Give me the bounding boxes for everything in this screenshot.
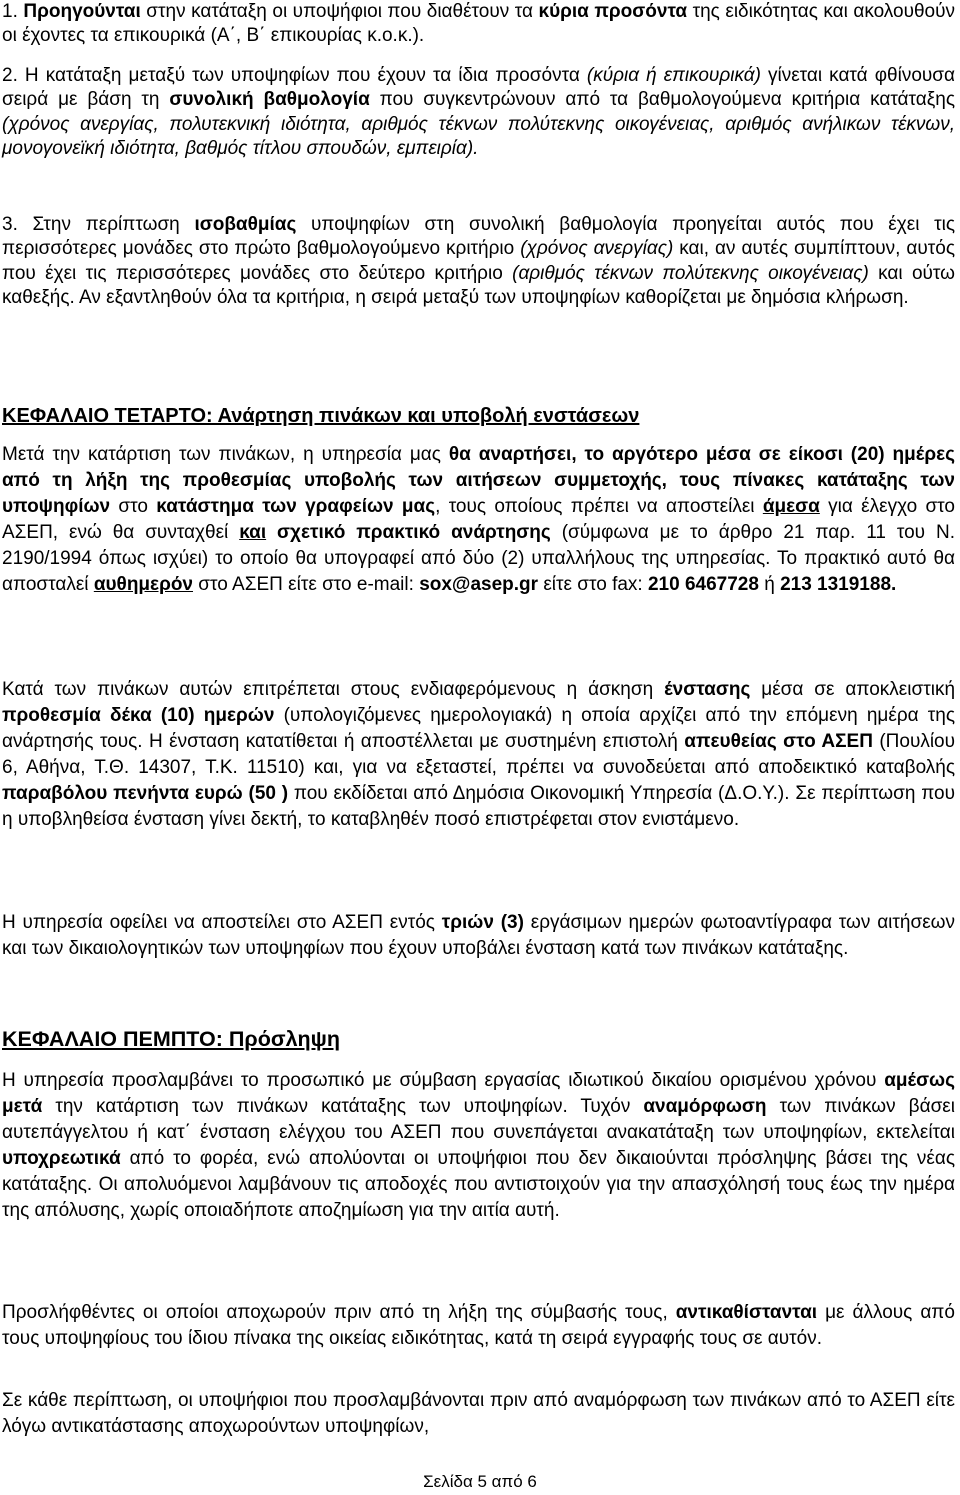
bold-text: απευθείας στο ΑΣΕΠ [684, 731, 873, 752]
item-number: 1. [2, 1, 18, 22]
body-text: γίνεται κατά φθίνουσα σειρά με βάση τη [2, 65, 955, 111]
body-text: που συγκεντρώνουν από τα βαθμολογούμενα κριτήρια κατάταξης [369, 89, 955, 111]
body-text: είτε στο fax: [538, 574, 648, 595]
body-text: Η κατάταξη μεταξύ των υποψηφίων που έχουν τα ίδια προσόντα [17, 65, 587, 86]
chapter-5-paragraph-1 [2, 1068, 955, 1224]
body-text [266, 522, 277, 543]
bold-text: ένστασης [664, 679, 751, 700]
bold-text: παραβόλου πενήντα ευρώ (50 ) [2, 783, 289, 804]
body-text: στο ΑΣΕΠ είτε στο e-mail: [193, 574, 420, 595]
list-item-1 [2, 0, 955, 49]
chapter-5-heading: ΚΕΦΑΛΑΙΟ ΠΕΜΠΤΟ: Πρόσληψη [2, 1027, 340, 1051]
bold-text: συνολική βαθμολογία [169, 89, 370, 111]
chapter-5-paragraph-2 [2, 1300, 955, 1352]
italic-text: (χρόνος ανεργίας, πολυτεκνική ιδιότητα, αριθμός τέκνων πολύτεκνης οικογένειας, αριθμός ανήλικων τέκνων, μονογονεϊκή ιδιότητα, βαθμός τίτλου σπουδών, εμπειρία). [2, 113, 955, 160]
chapter-4-paragraph-1 [2, 442, 955, 598]
body-text: στην κατάταξη οι υποψήφιοι που διαθέτουν τα [140, 1, 539, 22]
body-text: της ειδικότητας και ακολουθούν οι έχοντες τα επικουρικά (Α΄, Β΄ επικουρίας κ.ο.κ.). [2, 1, 955, 47]
bold-text: αντικαθίστανται [675, 1302, 818, 1323]
italic-text: (χρόνος ανεργίας) [520, 238, 674, 260]
body-text: και, αν αυτές συμπίπτουν, αυτός που έχει τις περισσότερες μονάδες στο δεύτερο κριτήριο [2, 238, 956, 284]
body-text: , τους οποίους πρέπει να αποστείλει [435, 496, 763, 517]
bold-text: ισοβαθμίας [194, 214, 297, 235]
body-text: υποψηφίων στη συνολική βαθμολογία προηγείται αυτός που έχει τις περισσότερες μονάδες στο πρώτο βαθμολογούμενο κριτήριο [2, 214, 955, 260]
body-text: στο [110, 496, 157, 517]
body-text: Η υπηρεσία οφείλει να αποστείλει στο ΑΣΕΠ εντός [2, 912, 442, 933]
body-text: που εκδίδεται από Δημόσια Οικονομική Υπηρεσία (Δ.Ο.Υ.). Σε περίπτωση που η υποβληθείσα ένσταση γίνει δεκτή, το καταβληθέν ποσό επιστρέφεται στον ενιστάμενο. [2, 783, 955, 830]
bold-text: σχετικό πρακτικό ανάρτησης [277, 522, 551, 543]
bold-text: τριών (3) [441, 912, 524, 933]
body-text: Σε κάθε περίπτωση, οι υποψήφιοι που προσλαμβάνονται πριν από αναμόρφωση των πινάκων από το ΑΣΕΠ είτε λόγω αντικατάστασης αποχωρούντων υποψηφίων, [2, 1390, 955, 1437]
bold-text: Προηγούνται [23, 1, 141, 22]
body-text: ή [758, 574, 781, 595]
page-number-footer: Σελίδα 5 από 6 [423, 1472, 537, 1491]
bold-text: προθεσμία δέκα (10) ημερών [2, 705, 275, 726]
body-text: μέσα σε αποκλειστική [750, 679, 956, 700]
item-number: 2. [2, 65, 18, 86]
italic-text: (κύρια ή επικουρικά) [586, 65, 761, 86]
fax-number-2: 213 1319188. [780, 574, 897, 595]
list-item-2 [2, 64, 955, 162]
body-text: με άλλους από τους υποψηφίους του ίδιου πίνακα της οικείας ειδικότητας, κατά τη σειρά εγγραφής τους σε αυτόν. [2, 1302, 955, 1349]
fax-number-1: 210 6467728 [647, 574, 759, 595]
body-text: Προσλήφθέντες οι οποίοι αποχωρούν πριν από τη λήξη της σύμβασής τους, [2, 1302, 676, 1323]
body-text: Κατά των πινάκων αυτών επιτρέπεται στους ενδιαφερόμενους η άσκηση [2, 679, 665, 700]
bold-text: κατάστημα των γραφείων μας [156, 496, 436, 517]
bold-text: αναμόρφωση [643, 1096, 767, 1117]
item-number: 3. [2, 214, 18, 235]
italic-text: (αριθμός τέκνων πολύτεκνης οικογένειας) [512, 262, 869, 284]
body-text: Στην περίπτωση [17, 214, 195, 235]
body-text: και ούτω καθεξής. Αν εξαντληθούν όλα τα κριτήρια, η σειρά μεταξύ των υποψηφίων καθορίζεται με δημόσια κλήρωση. [2, 262, 956, 309]
body-text: Μετά την κατάρτιση των πινάκων, η υπηρεσία μας [2, 444, 449, 465]
body-text: από το φορέα, ενώ απολύονται οι υποψήφιοι που δεν δικαιούνται πρόσληψης βάσει της νέας κατάταξης. Οι απολυόμενοι λαμβάνουν τις αποδοχές που αντιστοιχούν για την απασχόλησή τους έως την ημέρα της απόλυσης, χωρίς οποιαδήποτε αποζημίωση για την αιτία αυτή. [2, 1148, 955, 1221]
bold-underlined-text: άμεσα [762, 496, 820, 517]
body-text: εργάσιμων ημερών φωτοαντίγραφα των αιτήσεων και των δικαιολογητικών των υποψηφίων που έχουν υποβάλει ένσταση κατά των πινάκων κατάταξης. [2, 912, 956, 959]
body-text: (σύμφωνα με το άρθρο 21 παρ. 11 του Ν. 2190/1994 όπως ισχύει) το οποίο θα υπογραφεί από δύο (2) υπαλλήλους της υπηρεσίας. Το πρακτικό αυτό θα αποσταλεί [2, 522, 955, 595]
chapter-5-paragraph-3 [2, 1388, 955, 1440]
body-text: την κατάρτιση των πινάκων κατάταξης των υποψηφίων. Τυχόν [42, 1096, 644, 1117]
body-text: για έλεγχο στο ΑΣΕΠ, ενώ θα συνταχθεί [2, 496, 955, 543]
body-text: των πινάκων βάσει αυτεπάγγελτου ή κατ΄ ένσταση ελέγχου του ΑΣΕΠ που συνεπάγεται ανακατάταξη των υποψηφίων, εκτελείται [2, 1096, 955, 1143]
list-item-3 [2, 213, 955, 311]
bold-text: υποχρεωτικά [2, 1148, 121, 1169]
bold-text: αμέσως μετά [2, 1070, 955, 1117]
bold-text: θα αναρτήσει, το αργότερο μέσα σε είκοσι (20) ημέρες από τη λήξη της προθεσμίας υποβολής των αιτήσεων συμμετοχής, τους πίνακες κατάταξης των υποψηφίων [2, 444, 955, 517]
bold-underlined-text: αυθημερόν [93, 574, 193, 595]
chapter-4-heading: ΚΕΦΑΛΑΙΟ ΤΕΤΑΡΤΟ: Ανάρτηση πινάκων και υποβολή ενστάσεων [2, 405, 640, 427]
body-text: (Πουλίου 6, Αθήνα, Τ.Θ. 14307, Τ.Κ. 11510) και, για να εξεταστεί, πρέπει να συνοδεύεται από αποδεικτικό καταβολής [2, 731, 956, 778]
chapter-4-paragraph-2 [2, 677, 955, 833]
bold-underlined-text: και [239, 522, 267, 543]
bold-text: κύρια προσόντα [538, 1, 688, 22]
email-text: sox@asep.gr [419, 574, 539, 595]
chapter-4-paragraph-3 [2, 910, 955, 962]
body-text: Η υπηρεσία προσλαμβάνει το προσωπικό με σύμβαση εργασίας ιδιωτικού δικαίου ορισμένου χρόνου [2, 1070, 885, 1091]
body-text: (υπολογιζόμενες ημερολογιακά) η οποία αρχίζει από την επόμενη ημέρα της ανάρτησής τους. Η ένσταση κατατίθεται ή αποστέλλεται με συστημένη επιστολή [2, 705, 956, 752]
